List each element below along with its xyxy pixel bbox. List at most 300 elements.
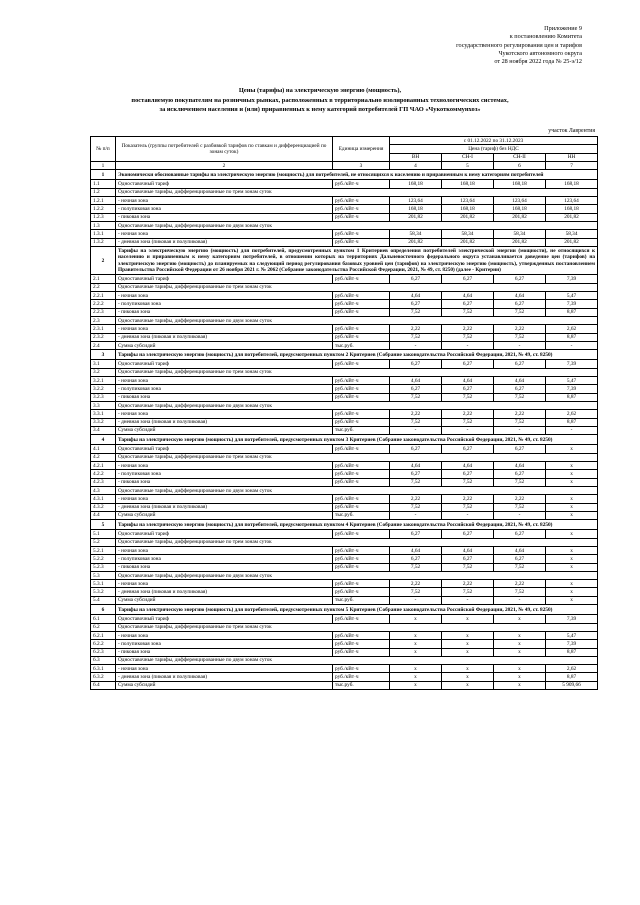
tariff-value: - bbox=[442, 511, 494, 519]
row-unit: руб./кВт·ч bbox=[333, 640, 390, 648]
tariff-value: 2,22 bbox=[390, 580, 442, 588]
tariff-value: x bbox=[546, 546, 598, 554]
row-unit: руб./кВт·ч bbox=[333, 588, 390, 596]
tariff-value: x bbox=[390, 640, 442, 648]
tariff-value: 7,52 bbox=[494, 418, 546, 426]
row-number: 5.1 bbox=[91, 530, 116, 538]
tariff-value: 7,52 bbox=[442, 563, 494, 571]
tariff-value: - bbox=[494, 341, 546, 349]
tariff-value: 2,62 bbox=[546, 325, 598, 333]
appendix-line: от 28 ноября 2022 года № 25-э/12 bbox=[494, 58, 582, 66]
row-number: 6.2.1 bbox=[91, 631, 116, 639]
row-number: 4.3 bbox=[91, 486, 116, 494]
row-number: 5.3 bbox=[91, 571, 116, 579]
row-unit: руб./кВт·ч bbox=[333, 462, 390, 470]
subsection-row bbox=[91, 316, 598, 324]
tariff-value: 6,27 bbox=[494, 300, 546, 308]
table-row bbox=[91, 377, 598, 385]
row-number: 5.2.2 bbox=[91, 555, 116, 563]
tariff-value: x bbox=[494, 615, 546, 623]
tariff-value: 4,64 bbox=[390, 292, 442, 300]
row-number: 2.3.2 bbox=[91, 333, 116, 341]
row-unit: руб./кВт·ч bbox=[333, 555, 390, 563]
table-row bbox=[91, 530, 598, 538]
row-label: Сумма субсидий bbox=[116, 426, 333, 434]
row-number: 3.3.1 bbox=[91, 410, 116, 418]
tariff-value: 7,39 bbox=[546, 640, 598, 648]
tariff-value: 7,52 bbox=[442, 393, 494, 401]
row-unit: руб./кВт·ч bbox=[333, 631, 390, 639]
tariff-value: 7,39 bbox=[546, 615, 598, 623]
row-number: 6.1 bbox=[91, 615, 116, 623]
tariff-value: 6,27 bbox=[442, 275, 494, 283]
tariff-value: 6,27 bbox=[390, 360, 442, 368]
table-row bbox=[91, 495, 598, 503]
tariff-value: 168,18 bbox=[494, 205, 546, 213]
section-title: Тарифы на электрическую энергию (мощность) для потребителей, предусмотренных пунктом 4 Критериев (Собрание законодательства Российской Федерации, 2021, № 49, ст. 8250) bbox=[116, 520, 598, 530]
row-number: 3.2 bbox=[91, 368, 116, 376]
subsection-row bbox=[91, 623, 598, 631]
row-label: - дневная зона (пиковая и полупиковая) bbox=[116, 238, 333, 246]
section-title: Тарифы на электрическую энергию (мощность) для потребителей, предусмотренных пунктом 3 Критериев (Собрание законодательства Российской Федерации, 2021, № 49, ст. 8250) bbox=[116, 435, 598, 445]
section-row bbox=[91, 605, 598, 615]
tariff-value: 8,87 bbox=[546, 333, 598, 341]
subsection-title: Одноставочные тарифы, дифференцированные по трем зонам суток bbox=[116, 453, 598, 461]
row-label: Одноставочный тариф bbox=[116, 360, 333, 368]
row-label: - полупиковая зона bbox=[116, 300, 333, 308]
tariff-value: 4,64 bbox=[494, 377, 546, 385]
row-label: - ночная зона bbox=[116, 631, 333, 639]
section-row bbox=[91, 520, 598, 530]
row-unit: тыс.руб. bbox=[333, 341, 390, 349]
header-level: ВН bbox=[390, 153, 442, 161]
row-label: Одноставочный тариф bbox=[116, 530, 333, 538]
tariff-value: 2,22 bbox=[390, 495, 442, 503]
row-label: - полупиковая зона bbox=[116, 555, 333, 563]
tariff-value: 6,27 bbox=[494, 275, 546, 283]
row-label: - дневная зона (пиковая и полупиковая) bbox=[116, 673, 333, 681]
tariff-value: 7,52 bbox=[442, 478, 494, 486]
tariff-value: 7,52 bbox=[390, 478, 442, 486]
table-row bbox=[91, 665, 598, 673]
header-num: № п/п bbox=[91, 137, 116, 162]
tariff-value: x bbox=[390, 681, 442, 689]
tariff-table-body bbox=[91, 170, 598, 690]
row-number: 2.2 bbox=[91, 283, 116, 291]
row-number: 4.4 bbox=[91, 511, 116, 519]
tariff-value: 6,27 bbox=[494, 530, 546, 538]
tariff-value: 123,64 bbox=[442, 197, 494, 205]
table-row bbox=[91, 360, 598, 368]
tariff-value: 8,87 bbox=[546, 673, 598, 681]
tariff-value: 6,27 bbox=[390, 445, 442, 453]
table-row bbox=[91, 213, 598, 221]
table-row bbox=[91, 205, 598, 213]
row-number: 5.3.2 bbox=[91, 588, 116, 596]
row-number: 6.3.2 bbox=[91, 673, 116, 681]
row-number: 2.2.2 bbox=[91, 300, 116, 308]
tariff-value: - bbox=[494, 426, 546, 434]
row-label: - пиковая зона bbox=[116, 478, 333, 486]
tariff-value: - bbox=[442, 341, 494, 349]
tariff-value: 58,34 bbox=[390, 230, 442, 238]
tariff-value: 6,27 bbox=[390, 530, 442, 538]
table-row bbox=[91, 445, 598, 453]
tariff-value: 6,27 bbox=[442, 445, 494, 453]
subsection-row bbox=[91, 368, 598, 376]
tariff-value: 168,18 bbox=[442, 205, 494, 213]
tariff-value: 2,22 bbox=[390, 325, 442, 333]
row-label: Сумма субсидий bbox=[116, 596, 333, 604]
row-number: 1.1 bbox=[91, 180, 116, 188]
row-number: 4.3.1 bbox=[91, 495, 116, 503]
header-row bbox=[91, 137, 598, 145]
row-unit: руб./кВт·ч bbox=[333, 393, 390, 401]
table-row bbox=[91, 300, 598, 308]
tariff-value: 168,18 bbox=[442, 180, 494, 188]
column-number: 3 bbox=[333, 161, 390, 169]
row-label: - дневная зона (пиковая и полупиковая) bbox=[116, 418, 333, 426]
table-row bbox=[91, 180, 598, 188]
row-label: - полупиковая зона bbox=[116, 640, 333, 648]
section-row bbox=[91, 350, 598, 360]
tariff-value: 6,27 bbox=[390, 470, 442, 478]
tariff-value: x bbox=[546, 503, 598, 511]
row-number: 4.1 bbox=[91, 445, 116, 453]
row-unit: руб./кВт·ч bbox=[333, 615, 390, 623]
tariff-value: 168,18 bbox=[494, 180, 546, 188]
tariff-value: x bbox=[442, 631, 494, 639]
tariff-value: 4,64 bbox=[494, 292, 546, 300]
tariff-value: 4,64 bbox=[494, 462, 546, 470]
row-unit: руб./кВт·ч bbox=[333, 333, 390, 341]
row-number: 1.2.3 bbox=[91, 213, 116, 221]
subsection-title: Одноставочные тарифы, дифференцированные по двум зонам суток bbox=[116, 486, 598, 494]
table-row bbox=[91, 341, 598, 349]
subsection-row bbox=[91, 283, 598, 291]
tariff-value: 8,87 bbox=[546, 393, 598, 401]
tariff-value: 4,64 bbox=[442, 377, 494, 385]
row-label: - пиковая зона bbox=[116, 393, 333, 401]
tariff-value: 7,52 bbox=[390, 333, 442, 341]
title-line: Цены (тарифы) на электрическую энергию (мощность), bbox=[238, 87, 402, 94]
tariff-value: 7,39 bbox=[546, 385, 598, 393]
tariff-value: 201,82 bbox=[546, 213, 598, 221]
row-unit: тыс.руб. bbox=[333, 426, 390, 434]
tariff-value: 58,34 bbox=[546, 230, 598, 238]
subsection-title: Одноставочные тарифы, дифференцированные по двум зонам суток bbox=[116, 316, 598, 324]
tariff-value: 6,27 bbox=[442, 555, 494, 563]
tariff-value: x bbox=[442, 665, 494, 673]
row-number: 6.4 bbox=[91, 681, 116, 689]
row-label: Одноставочный тариф bbox=[116, 445, 333, 453]
row-number: 6.2.2 bbox=[91, 640, 116, 648]
section-title: Тарифы на электрическую энергию (мощность) для потребителей, предусмотренных пунктом 2 Критериев (Собрание законодательства Российской Федерации, 2021, № 49, ст. 8250) bbox=[116, 350, 598, 360]
tariff-value: 4,64 bbox=[390, 377, 442, 385]
header-indicator: Показатель (группы потребителей с разбивкой тарифов по ставкам и дифференциацией по зонам суток) bbox=[116, 137, 333, 162]
table-row bbox=[91, 588, 598, 596]
tariff-value: x bbox=[546, 588, 598, 596]
row-number: 3.3 bbox=[91, 401, 116, 409]
row-unit: руб./кВт·ч bbox=[333, 325, 390, 333]
row-number: 1.3.2 bbox=[91, 238, 116, 246]
row-number: 6 bbox=[91, 605, 116, 615]
subsection-title: Одноставочные тарифы, дифференцированные по двум зонам суток bbox=[116, 656, 598, 664]
table-row bbox=[91, 393, 598, 401]
row-label: - ночная зона bbox=[116, 377, 333, 385]
tariff-value: 2,22 bbox=[494, 580, 546, 588]
row-label: Одноставочный тариф bbox=[116, 180, 333, 188]
row-number: 4.2.3 bbox=[91, 478, 116, 486]
subsection-title: Одноставочные тарифы, дифференцированные по трем зонам суток bbox=[116, 283, 598, 291]
row-number: 4 bbox=[91, 435, 116, 445]
row-unit: тыс.руб. bbox=[333, 511, 390, 519]
row-unit: руб./кВт·ч bbox=[333, 445, 390, 453]
tariff-value: x bbox=[546, 563, 598, 571]
table-row bbox=[91, 673, 598, 681]
tariff-value: x bbox=[494, 681, 546, 689]
row-label: Одноставочный тариф bbox=[116, 275, 333, 283]
column-number: 2 bbox=[116, 161, 333, 169]
tariff-value: 6,27 bbox=[390, 555, 442, 563]
table-row bbox=[91, 333, 598, 341]
tariff-value: 8,87 bbox=[546, 418, 598, 426]
tariff-value: - bbox=[390, 426, 442, 434]
tariff-value: 201,82 bbox=[442, 238, 494, 246]
subsection-row bbox=[91, 401, 598, 409]
tariff-value: 168,18 bbox=[390, 205, 442, 213]
table-row bbox=[91, 292, 598, 300]
row-label: - ночная зона bbox=[116, 580, 333, 588]
subsection-row bbox=[91, 486, 598, 494]
header-unit: Единица измерения bbox=[333, 137, 390, 162]
place-label: участок Лаврентия bbox=[548, 128, 595, 134]
tariff-value: 6,27 bbox=[442, 470, 494, 478]
table-row bbox=[91, 681, 598, 689]
tariff-value: 7,52 bbox=[442, 503, 494, 511]
row-label: - ночная зона bbox=[116, 462, 333, 470]
tariff-value: 6,27 bbox=[390, 275, 442, 283]
row-number: 3.1 bbox=[91, 360, 116, 368]
tariff-value: x bbox=[390, 648, 442, 656]
tariff-value: 7,52 bbox=[442, 333, 494, 341]
tariff-value: 2,22 bbox=[442, 495, 494, 503]
tariff-value: 201,82 bbox=[390, 213, 442, 221]
table-row bbox=[91, 410, 598, 418]
row-unit: руб./кВт·ч bbox=[333, 673, 390, 681]
row-number: 1.2.2 bbox=[91, 205, 116, 213]
row-label: - полупиковая зона bbox=[116, 385, 333, 393]
row-unit: руб./кВт·ч bbox=[333, 360, 390, 368]
column-number: 7 bbox=[546, 161, 598, 169]
tariff-value: 2,22 bbox=[442, 580, 494, 588]
row-number: 2.3 bbox=[91, 316, 116, 324]
tariff-value: x bbox=[390, 631, 442, 639]
appendix-line: государственного регулирования цен и тарифов bbox=[456, 41, 582, 49]
row-number: 2.1 bbox=[91, 275, 116, 283]
table-row bbox=[91, 580, 598, 588]
header-level: СН-I bbox=[442, 153, 494, 161]
table-row bbox=[91, 563, 598, 571]
row-label: - ночная зона bbox=[116, 197, 333, 205]
subsection-title: Одноставочные тарифы, дифференцированные по двум зонам суток bbox=[116, 221, 598, 229]
row-label: - ночная зона bbox=[116, 410, 333, 418]
row-number: 5.2 bbox=[91, 538, 116, 546]
row-number: 5.3.1 bbox=[91, 580, 116, 588]
row-unit: руб./кВт·ч bbox=[333, 495, 390, 503]
row-label: - дневная зона (пиковая и полупиковая) bbox=[116, 588, 333, 596]
table-row bbox=[91, 546, 598, 554]
tariff-value: 6,27 bbox=[494, 445, 546, 453]
row-label: - полупиковая зона bbox=[116, 470, 333, 478]
tariff-value: - bbox=[494, 596, 546, 604]
tariff-value: 4,64 bbox=[390, 546, 442, 554]
row-number: 1.2 bbox=[91, 188, 116, 196]
subsection-title: Одноставочные тарифы, дифференцированные по двум зонам суток bbox=[116, 401, 598, 409]
tariff-value: 7,52 bbox=[390, 393, 442, 401]
row-label: - ночная зона bbox=[116, 665, 333, 673]
subsection-row bbox=[91, 221, 598, 229]
table-row bbox=[91, 426, 598, 434]
tariff-value: 168,18 bbox=[546, 205, 598, 213]
tariff-value: 201,82 bbox=[442, 213, 494, 221]
tariff-value: 201,82 bbox=[494, 213, 546, 221]
tariff-value: 7,39 bbox=[546, 360, 598, 368]
tariff-value: 58,34 bbox=[442, 230, 494, 238]
row-unit: руб./кВт·ч bbox=[333, 180, 390, 188]
section-row bbox=[91, 246, 598, 275]
row-label: - ночная зона bbox=[116, 546, 333, 554]
subsection-row bbox=[91, 188, 598, 196]
tariff-value: 7,52 bbox=[442, 418, 494, 426]
row-label: - ночная зона bbox=[116, 325, 333, 333]
tariff-value: 4,64 bbox=[494, 546, 546, 554]
column-number-row bbox=[91, 161, 598, 169]
tariff-table bbox=[90, 136, 598, 690]
tariff-value: - bbox=[442, 426, 494, 434]
row-number: 3.3.2 bbox=[91, 418, 116, 426]
appendix-header bbox=[382, 25, 582, 66]
row-label: - дневная зона (пиковая и полупиковая) bbox=[116, 503, 333, 511]
tariff-value: 7,52 bbox=[494, 393, 546, 401]
tariff-value: x bbox=[494, 673, 546, 681]
tariff-value: 7,52 bbox=[390, 308, 442, 316]
tariff-value: x bbox=[390, 615, 442, 623]
row-unit: руб./кВт·ч bbox=[333, 197, 390, 205]
tariff-value: 6,27 bbox=[494, 360, 546, 368]
tariff-value: x bbox=[546, 478, 598, 486]
tariff-value: 5,47 bbox=[546, 377, 598, 385]
header-level: НН bbox=[546, 153, 598, 161]
row-label: Одноставочный тариф bbox=[116, 615, 333, 623]
row-unit: руб./кВт·ч bbox=[333, 648, 390, 656]
tariff-value: 123,64 bbox=[390, 197, 442, 205]
table-row bbox=[91, 238, 598, 246]
row-number: 2.4 bbox=[91, 341, 116, 349]
tariff-value: - bbox=[546, 341, 598, 349]
subsection-title: Одноставочные тарифы, дифференцированные по трем зонам суток bbox=[116, 538, 598, 546]
row-unit: руб./кВт·ч bbox=[333, 238, 390, 246]
appendix-line: Приложение 9 bbox=[544, 25, 582, 32]
table-row bbox=[91, 308, 598, 316]
tariff-value: x bbox=[494, 631, 546, 639]
tariff-value: x bbox=[546, 555, 598, 563]
row-unit: руб./кВт·ч bbox=[333, 410, 390, 418]
row-number: 4.3.2 bbox=[91, 503, 116, 511]
tariff-value: 6,27 bbox=[390, 300, 442, 308]
row-unit: руб./кВт·ч bbox=[333, 563, 390, 571]
row-number: 1.3.1 bbox=[91, 230, 116, 238]
tariff-value: x bbox=[546, 580, 598, 588]
row-label: - пиковая зона bbox=[116, 563, 333, 571]
row-label: Сумма субсидий bbox=[116, 511, 333, 519]
row-unit: руб./кВт·ч bbox=[333, 580, 390, 588]
tariff-value: 5 909,66 bbox=[546, 681, 598, 689]
tariff-value: 168,18 bbox=[390, 180, 442, 188]
tariff-value: 7,52 bbox=[390, 563, 442, 571]
column-number: 5 bbox=[442, 161, 494, 169]
table-row bbox=[91, 478, 598, 486]
tariff-value: x bbox=[546, 530, 598, 538]
tariff-value: x bbox=[390, 665, 442, 673]
tariff-value: x bbox=[494, 648, 546, 656]
table-row bbox=[91, 640, 598, 648]
tariff-value: 6,27 bbox=[442, 300, 494, 308]
tariff-value: - bbox=[442, 596, 494, 604]
tariff-value: 7,52 bbox=[494, 563, 546, 571]
row-number: 1 bbox=[91, 170, 116, 180]
row-unit: руб./кВт·ч bbox=[333, 503, 390, 511]
tariff-value: 201,82 bbox=[546, 238, 598, 246]
table-row bbox=[91, 615, 598, 623]
row-label: - пиковая зона bbox=[116, 213, 333, 221]
tariff-value: 6,27 bbox=[390, 385, 442, 393]
row-label: Сумма субсидий bbox=[116, 681, 333, 689]
document-title bbox=[90, 86, 550, 115]
subsection-title: Одноставочные тарифы, дифференцированные по трем зонам суток bbox=[116, 188, 598, 196]
table-row bbox=[91, 462, 598, 470]
column-number: 1 bbox=[91, 161, 116, 169]
tariff-value: 6,27 bbox=[442, 385, 494, 393]
tariff-value: x bbox=[494, 640, 546, 648]
row-unit: руб./кВт·ч bbox=[333, 275, 390, 283]
row-number: 3.4 bbox=[91, 426, 116, 434]
tariff-value: 6,27 bbox=[442, 530, 494, 538]
tariff-value: 2,22 bbox=[390, 410, 442, 418]
table-row bbox=[91, 418, 598, 426]
row-number: 1.2.1 bbox=[91, 197, 116, 205]
row-unit: руб./кВт·ч bbox=[333, 530, 390, 538]
row-unit: руб./кВт·ч bbox=[333, 665, 390, 673]
tariff-value: 201,82 bbox=[494, 238, 546, 246]
subsection-row bbox=[91, 538, 598, 546]
row-number: 6.3 bbox=[91, 656, 116, 664]
tariff-value: x bbox=[442, 640, 494, 648]
table-row bbox=[91, 631, 598, 639]
row-number: 4.2 bbox=[91, 453, 116, 461]
header-price-note: Цена (тариф) без НДС bbox=[390, 145, 598, 153]
tariff-value: 7,52 bbox=[442, 308, 494, 316]
table-row bbox=[91, 555, 598, 563]
row-label: - дневная зона (пиковая и полупиковая) bbox=[116, 333, 333, 341]
row-unit: руб./кВт·ч bbox=[333, 470, 390, 478]
tariff-value: 123,64 bbox=[494, 197, 546, 205]
row-label: - ночная зона bbox=[116, 230, 333, 238]
row-number: 3.2.3 bbox=[91, 393, 116, 401]
tariff-value: 5,47 bbox=[546, 292, 598, 300]
table-row bbox=[91, 275, 598, 283]
title-line: поставляемую покупателям на розничных рынках, расположенных в территориально изолированных технологических системах, bbox=[131, 96, 509, 104]
